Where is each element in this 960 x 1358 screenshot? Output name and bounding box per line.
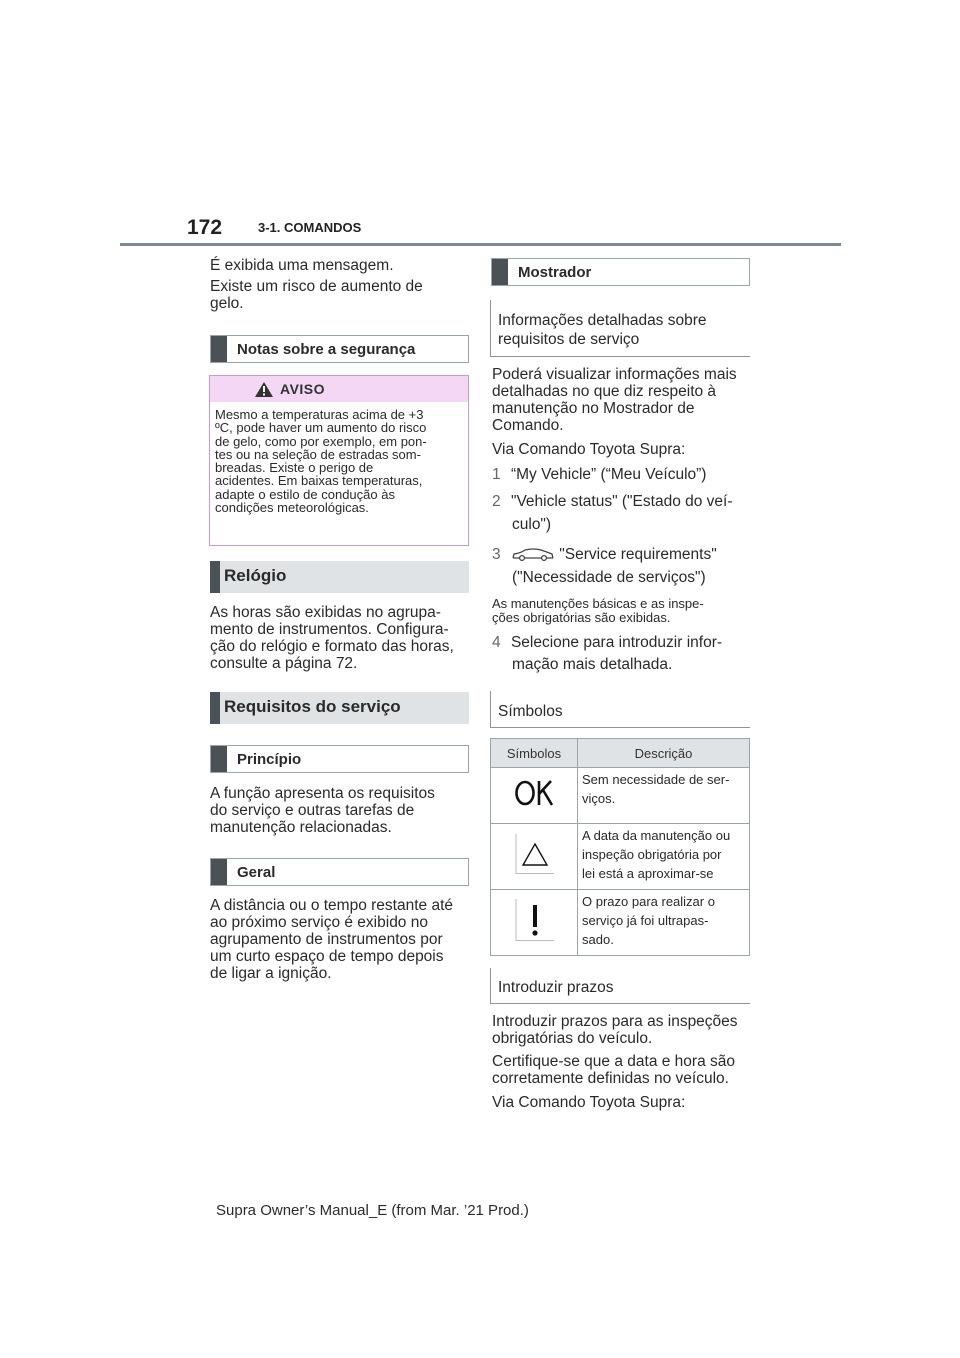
general-line: um curto espaço de tempo depois xyxy=(210,948,444,965)
step-text: Selecione para introduzir infor- xyxy=(510,634,723,651)
step-1 xyxy=(492,466,706,483)
warning-line: tes ou na seleção de estradas som- xyxy=(215,446,421,462)
warning-title: AVISO xyxy=(280,381,326,397)
table-header-cell: Descrição xyxy=(578,739,750,768)
table-cell xyxy=(491,768,578,824)
detail-line: Poderá visualizar informações mais xyxy=(492,366,737,383)
heading-bar xyxy=(210,692,220,724)
warning-line: ºC, pode haver um aumento do risco xyxy=(215,420,427,436)
warning-line: adapte o estilo de condução às xyxy=(215,486,395,502)
general-heading-text: Geral xyxy=(237,864,276,881)
principle-line: do serviço e outras tarefas de xyxy=(210,802,415,819)
symbols-table xyxy=(490,738,750,956)
description-line: serviço já foi ultrapas- xyxy=(582,913,709,928)
warning-header xyxy=(210,376,468,402)
principle-line: manutenção relacionadas. xyxy=(210,819,392,836)
step-text: "Vehicle status" ("Estado do veí- xyxy=(510,493,733,510)
description-line: inspeção obrigatória por xyxy=(582,847,722,862)
warning-body xyxy=(210,402,468,520)
step-3-cont: ("Necessidade de serviços") xyxy=(512,569,706,586)
deadlines-via-text: Via Comando Toyota Supra: xyxy=(492,1094,686,1111)
warning-line: acidentes. Em baixas temperaturas, xyxy=(215,473,423,489)
heading-bar xyxy=(211,859,227,885)
deadlines-p2-line2: corretamente definidas no veículo. xyxy=(492,1070,729,1087)
general-line: ao próximo serviço é exibido no xyxy=(210,914,428,931)
table-header-row xyxy=(491,739,750,768)
step-number: 2 xyxy=(492,493,501,510)
description-line: O prazo para realizar o xyxy=(582,894,715,909)
deadlines-p1-line1: Introduzir prazos para as inspeções xyxy=(492,1013,738,1030)
step-3 xyxy=(492,546,717,563)
header-rule xyxy=(120,243,841,246)
clock-line: ção do relógio e formato das horas, xyxy=(210,638,454,655)
table-row xyxy=(491,890,750,956)
principle-line: A função apresenta os requisitos xyxy=(210,785,435,802)
step-4 xyxy=(492,634,722,651)
subhead-bottom-rule xyxy=(490,727,750,728)
car-icon xyxy=(511,547,555,561)
heading-bar xyxy=(211,746,227,772)
message-text: É exibida uma mensagem. xyxy=(210,257,394,274)
step-text: “My Vehicle” (“Meu Veículo”) xyxy=(510,466,707,483)
table-cell xyxy=(578,890,750,956)
table-header-cell: Símbolos xyxy=(491,739,578,768)
step-number: 4 xyxy=(492,634,501,651)
page-number: 172 xyxy=(187,216,223,239)
subhead-bottom-rule xyxy=(490,356,750,357)
triangle-warning-icon xyxy=(514,834,554,874)
table-cell xyxy=(578,824,750,890)
exclamation-icon xyxy=(514,899,554,941)
table-cell xyxy=(578,768,750,824)
general-line: de ligar a ignição. xyxy=(210,965,332,982)
safety-notes-heading-text: Notas sobre a segurança xyxy=(237,341,416,358)
heading-bar xyxy=(211,336,227,362)
via-text: Via Comando Toyota Supra: xyxy=(492,441,686,458)
detail-subheading-line2: requisitos de serviço xyxy=(498,331,640,348)
clock-text xyxy=(210,604,454,672)
service-requirements-heading xyxy=(210,692,469,724)
detail-line: manutenção no Mostrador de xyxy=(492,400,695,417)
footer-text: Supra Owner’s Manual_E (from Mar. ’21 Prod.) xyxy=(216,1202,529,1219)
principle-heading-text: Princípio xyxy=(237,751,302,768)
warning-line: Mesmo a temperaturas acima de +3 xyxy=(215,407,424,422)
detail-subheading-line1: Informações detalhadas sobre xyxy=(498,312,707,329)
deadlines-subheading: Introduzir prazos xyxy=(498,979,614,996)
detail-line: Comando. xyxy=(492,417,564,434)
subhead-bottom-rule xyxy=(490,1003,750,1004)
clock-line: As horas são exibidas no agrupa- xyxy=(210,604,441,621)
step-number: 1 xyxy=(492,466,501,483)
detail-text xyxy=(492,366,737,434)
warning-box xyxy=(209,375,469,546)
clock-heading-text: Relógio xyxy=(224,566,287,585)
description-line: lei está a aproximar-se xyxy=(582,866,714,881)
step-text: "Service requirements" xyxy=(559,546,717,563)
warning-line: condições meteorológicas. xyxy=(215,500,369,516)
general-line: agrupamento de instrumentos por xyxy=(210,931,443,948)
display-heading xyxy=(491,258,750,286)
warning-line: breadas. Existe o perigo de xyxy=(215,460,374,476)
table-row xyxy=(491,768,750,824)
clock-line: consulte a página 72. xyxy=(210,655,358,672)
subhead-left-rule xyxy=(490,968,491,1003)
ok-icon xyxy=(514,778,554,808)
display-heading-text: Mostrador xyxy=(518,264,592,281)
clock-heading xyxy=(210,561,469,593)
subhead-left-rule xyxy=(490,691,491,727)
general-text xyxy=(210,897,453,982)
service-requirements-heading-text: Requisitos do serviço xyxy=(224,697,401,716)
deadlines-p2-line1: Certifique-se que a data e hora são xyxy=(492,1053,735,1070)
description-line: viços. xyxy=(582,791,616,806)
step-4-cont: mação mais detalhada. xyxy=(512,656,673,673)
warning-triangle-icon xyxy=(255,382,273,397)
deadlines-p1-line2: obrigatórias do veículo. xyxy=(492,1030,653,1047)
ice-risk-text-line2: gelo. xyxy=(210,295,244,312)
symbols-subheading: Símbolos xyxy=(498,703,563,720)
general-line: A distância ou o tempo restante até xyxy=(210,897,453,914)
clock-line: mento de instrumentos. Configura- xyxy=(210,621,449,638)
warning-line: de gelo, como por exemplo, em pon- xyxy=(215,433,427,449)
heading-bar xyxy=(492,259,508,285)
description-line: Sem necessidade de ser- xyxy=(582,772,730,787)
note-line2: ções obrigatórias são exibidas. xyxy=(492,610,671,625)
section-title: 3-1. COMANDOS xyxy=(258,220,362,235)
heading-bar xyxy=(210,561,220,593)
step-2 xyxy=(492,493,733,510)
general-heading xyxy=(210,858,469,886)
table-cell xyxy=(491,890,578,956)
table-row xyxy=(491,824,750,890)
principle-heading xyxy=(210,745,469,773)
description-line: sado. xyxy=(582,932,614,947)
description-line: A data da manutenção ou xyxy=(582,828,731,843)
step-number: 3 xyxy=(492,546,501,563)
ice-risk-text-line1: Existe um risco de aumento de xyxy=(210,278,423,295)
step-2-cont: culo") xyxy=(512,516,552,533)
safety-notes-heading xyxy=(210,335,469,363)
detail-line: detalhadas no que diz respeito à xyxy=(492,383,717,400)
note-line1: As manutenções básicas e as inspe- xyxy=(492,596,704,611)
subhead-left-rule xyxy=(490,300,491,356)
principle-text xyxy=(210,785,435,836)
table-cell xyxy=(491,824,578,890)
